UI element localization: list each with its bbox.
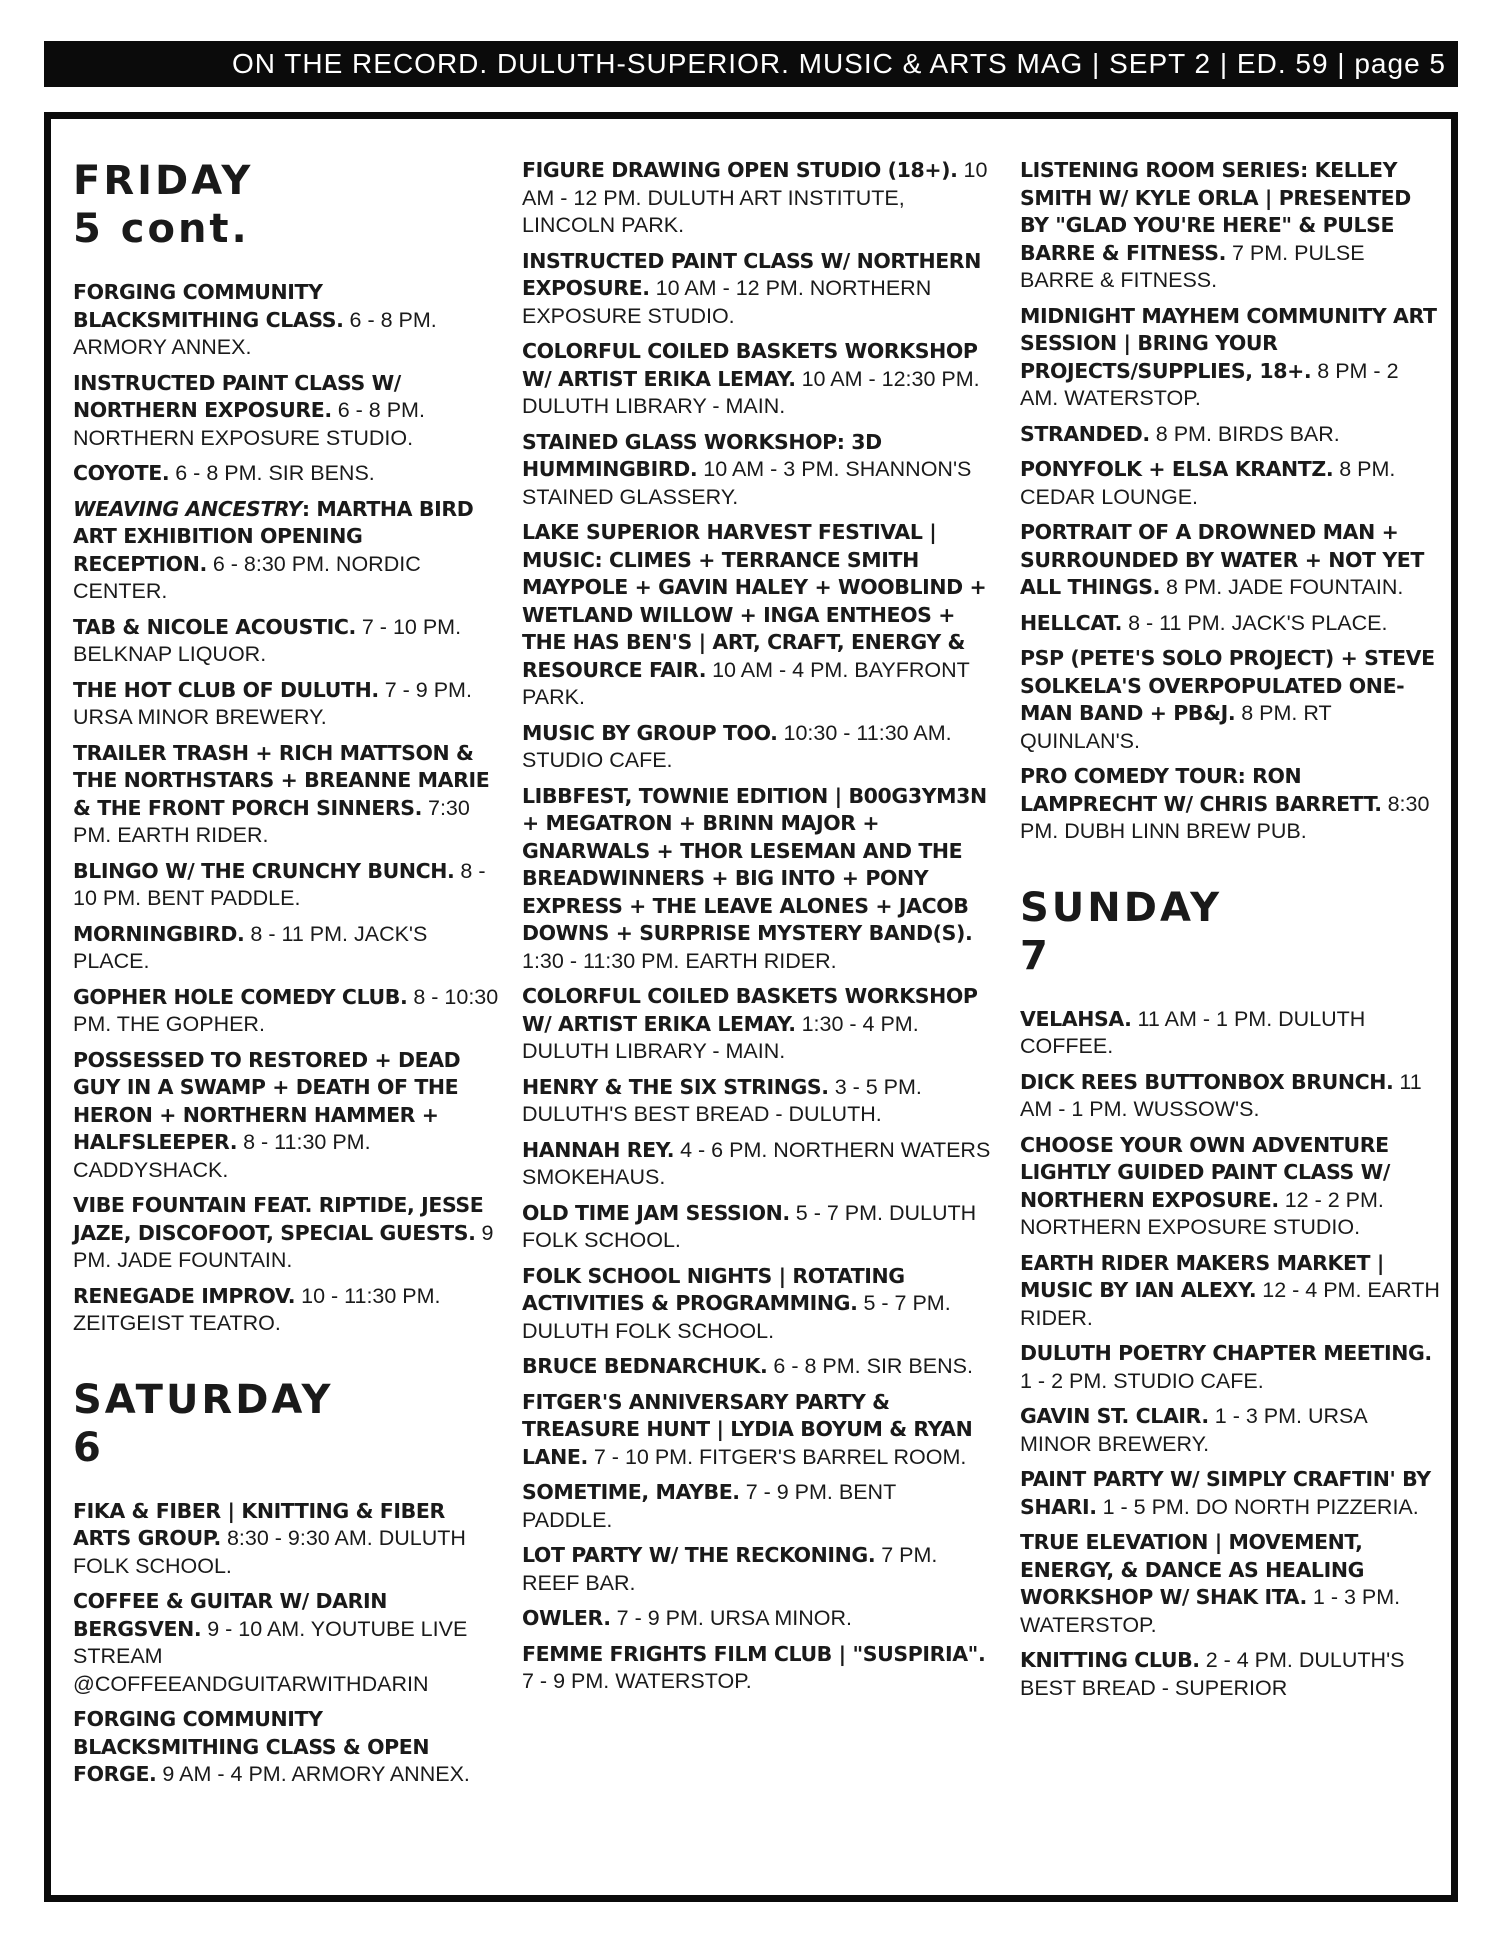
event: TAB & NICOLE ACOUSTIC. 7 - 10 PM. BELKNAP LIQUOR. bbox=[73, 614, 462, 666]
event: FORGING COMMUNITY BLACKSMITHING CLASS & OPEN FORGE. 9 AM - 4 PM. ARMORY ANNEX. bbox=[73, 1707, 470, 1786]
event: FIGURE DRAWING OPEN STUDIO (18+). 10 AM - 12 PM. DULUTH ART INSTITUTE, LINCOLN PARK. bbox=[522, 158, 988, 237]
event: MORNINGBIRD. 8 - 11 PM. JACK'S PLACE. bbox=[73, 921, 428, 973]
event: MIDNIGHT MAYHEM COMMUNITY ART SESSION | BRING YOUR PROJECTS/SUPPLIES, 18+. 8 PM - 2 AM. WATERSTOP. bbox=[1020, 303, 1437, 410]
event: STRANDED. 8 PM. BIRDS BAR. bbox=[1020, 421, 1340, 446]
event: EARTH RIDER MAKERS MARKET | MUSIC BY IAN ALEXY. 12 - 4 PM. EARTH RIDER. bbox=[1020, 1250, 1440, 1330]
column-2 bbox=[522, 157, 992, 1704]
event: COYOTE. 6 - 8 PM. SIR BENS. bbox=[73, 461, 375, 485]
day-number: 7 bbox=[1020, 932, 1051, 979]
event: GOPHER HOLE COMEDY CLUB. 8 - 10:30 PM. THE GOPHER. bbox=[73, 984, 499, 1036]
event: CHOOSE YOUR OWN ADVENTURE LIGHTLY GUIDED PAINT CLASS W/ NORTHERN EXPOSURE. 12 - 2 PM. NORTHERN EXPOSURE STUDIO. bbox=[1020, 1132, 1390, 1239]
day-name: SUNDAY bbox=[1020, 884, 1223, 931]
event: VIBE FOUNTAIN FEAT. RIPTIDE, JESSE JAZE, DISCOFOOT, SPECIAL GUESTS. 9 PM. JADE FOUNTAIN. bbox=[73, 1193, 494, 1272]
day-name: SATURDAY bbox=[73, 1376, 334, 1423]
event: FEMME FRIGHTS FILM CLUB | "SUSPIRIA". 7 - 9 PM. WATERSTOP. bbox=[522, 1641, 986, 1693]
column-3 bbox=[1020, 157, 1440, 1710]
day-number: 6 bbox=[73, 1424, 104, 1471]
event: COLORFUL COILED BASKETS WORKSHOP W/ ARTIST ERIKA LEMAY. 1:30 - 4 PM. DULUTH LIBRARY - MAIN. bbox=[522, 984, 978, 1063]
event: GAVIN ST. CLAIR. 1 - 3 PM. URSA MINOR BREWERY. bbox=[1020, 1404, 1367, 1456]
event: TRAILER TRASH + RICH MATTSON & THE NORTHSTARS + BREANNE MARIE & THE FRONT PORCH SINNERS. 7:30 PM. EARTH RIDER. bbox=[73, 740, 490, 847]
column-1 bbox=[73, 157, 503, 1797]
page-header: ON THE RECORD. DULUTH-SUPERIOR. MUSIC & ARTS MAG | SEPT 2 | ED. 59 | page 5 bbox=[44, 41, 1458, 87]
event: DULUTH POETRY CHAPTER MEETING. 1 - 2 PM. STUDIO CAFE. bbox=[1020, 1341, 1432, 1393]
event: PONYFOLK + ELSA KRANTZ. 8 PM. CEDAR LOUNGE. bbox=[1020, 457, 1396, 509]
event: PSP (PETE'S SOLO PROJECT) + STEVE SOLKELA'S OVERPOPULATED ONE-MAN BAND + PB&J. 8 PM. RT QUINLAN'S. bbox=[1020, 646, 1435, 753]
event: HENRY & THE SIX STRINGS. 3 - 5 PM. DULUTH'S BEST BREAD - DULUTH. bbox=[522, 1074, 922, 1126]
event: INSTRUCTED PAINT CLASS W/ NORTHERN EXPOSURE. 6 - 8 PM. NORTHERN EXPOSURE STUDIO. bbox=[73, 370, 425, 450]
event: INSTRUCTED PAINT CLASS W/ NORTHERN EXPOSURE. 10 AM - 12 PM. NORTHERN EXPOSURE STUDIO. bbox=[522, 248, 981, 328]
event: VELAHSA. 11 AM - 1 PM. DULUTH COFFEE. bbox=[1020, 1006, 1366, 1058]
event: BLINGO W/ THE CRUNCHY BUNCH. 8 - 10 PM. BENT PADDLE. bbox=[73, 858, 486, 910]
event: POSSESSED TO RESTORED + DEAD GUY IN A SWAMP + DEATH OF THE HERON + NORTHERN HAMMER + HALFSLEEPER. 8 - 11:30 PM. CADDYSHACK. bbox=[73, 1047, 461, 1182]
day-number: 5 cont. bbox=[73, 206, 250, 252]
event: KNITTING CLUB. 2 - 4 PM. DULUTH'S BEST BREAD - SUPERIOR bbox=[1020, 1648, 1405, 1700]
day-heading-sunday bbox=[1020, 884, 1440, 980]
event: FORGING COMMUNITY BLACKSMITHING CLASS. 6 - 8 PM. ARMORY ANNEX. bbox=[73, 280, 437, 359]
calendar-frame bbox=[44, 112, 1458, 1902]
event: OLD TIME JAM SESSION. 5 - 7 PM. DULUTH FOLK SCHOOL. bbox=[522, 1200, 977, 1252]
event: HANNAH REY. 4 - 6 PM. NORTHERN WATERS SMOKEHAUS. bbox=[522, 1137, 991, 1189]
event: LIBBFEST, TOWNIE EDITION | B00G3YM3N + MEGATRON + BRINN MAJOR + GNARWALS + THOR LESEMAN AND THE BREADWINNERS + BIG INTO + PONY EXPRESS + THE LEAVE ALONES + JACOB DOWNS + SURPRISE MYSTERY BAND(S). 1:30 - 11:30 PM. EARTH RIDER. bbox=[522, 783, 987, 973]
day-name: FRIDAY bbox=[73, 158, 254, 204]
event: FIKA & FIBER | KNITTING & FIBER ARTS GROUP. 8:30 - 9:30 AM. DULUTH FOLK SCHOOL. bbox=[73, 1498, 466, 1578]
event: FITGER'S ANNIVERSARY PARTY & TREASURE HUNT | LYDIA BOYUM & RYAN LANE. 7 - 10 PM. FITGER'S BARREL ROOM. bbox=[522, 1389, 973, 1469]
event: LISTENING ROOM SERIES: KELLEY SMITH W/ KYLE ORLA | PRESENTED BY "GLAD YOU'RE HERE" & PULSE BARRE & FITNESS. 7 PM. PULSE BARRE & FITNESS. bbox=[1020, 158, 1411, 292]
event: LAKE SUPERIOR HARVEST FESTIVAL | MUSIC: CLIMES + TERRANCE SMITH MAYPOLE + GAVIN HALEY + WOOBLIND + WETLAND WILLOW + INGA ENTHEOS + THE HAS BEN'S | ART, CRAFT, ENERGY & RESOURCE FAIR. 10 AM - 4 PM. BAYFRONT PARK. bbox=[522, 520, 987, 709]
event: WEAVING ANCESTRY: MARTHA BIRD ART EXHIBITION OPENING RECEPTION. 6 - 8:30 PM. NORDIC CENTER. bbox=[73, 496, 474, 603]
event: HELLCAT. 8 - 11 PM. JACK'S PLACE. bbox=[1020, 610, 1388, 635]
event: STAINED GLASS WORKSHOP: 3D HUMMINGBIRD. 10 AM - 3 PM. SHANNON'S STAINED GLASSERY. bbox=[522, 429, 972, 509]
event: COLORFUL COILED BASKETS WORKSHOP W/ ARTIST ERIKA LEMAY. 10 AM - 12:30 PM. DULUTH LIBRARY - MAIN. bbox=[522, 339, 980, 418]
event: PORTRAIT OF A DROWNED MAN + SURROUNDED BY WATER + NOT YET ALL THINGS. 8 PM. JADE FOUNTAIN. bbox=[1020, 520, 1424, 599]
event: PAINT PARTY W/ SIMPLY CRAFTIN' BY SHARI. 1 - 5 PM. DO NORTH PIZZERIA. bbox=[1020, 1467, 1431, 1519]
event: COFFEE & GUITAR W/ DARIN BERGSVEN. 9 - 10 AM. YOUTUBE LIVE STREAM @COFFEEANDGUITARWITHDARIN bbox=[73, 1589, 468, 1696]
event: BRUCE BEDNARCHUK. 6 - 8 PM. SIR BENS. bbox=[522, 1354, 973, 1378]
day-heading-saturday bbox=[73, 1376, 503, 1472]
event: RENEGADE IMPROV. 10 - 11:30 PM. ZEITGEIST TEATRO. bbox=[73, 1283, 441, 1335]
event: MUSIC BY GROUP TOO. 10:30 - 11:30 AM. STUDIO CAFE. bbox=[522, 720, 952, 772]
event: OWLER. 7 - 9 PM. URSA MINOR. bbox=[522, 1606, 853, 1630]
event: DICK REES BUTTONBOX BRUNCH. 11 AM - 1 PM. WUSSOW'S. bbox=[1020, 1069, 1422, 1121]
event: PRO COMEDY TOUR: RON LAMPRECHT W/ CHRIS BARRETT. 8:30 PM. DUBH LINN BREW PUB. bbox=[1020, 764, 1430, 843]
event: SOMETIME, MAYBE. 7 - 9 PM. BENT PADDLE. bbox=[522, 1480, 896, 1532]
event: THE HOT CLUB OF DULUTH. 7 - 9 PM. URSA MINOR BREWERY. bbox=[73, 677, 472, 729]
event: FOLK SCHOOL NIGHTS | ROTATING ACTIVITIES & PROGRAMMING. 5 - 7 PM. DULUTH FOLK SCHOOL. bbox=[522, 1263, 951, 1343]
event: LOT PARTY W/ THE RECKONING. 7 PM. REEF BAR. bbox=[522, 1543, 938, 1595]
day-heading-friday bbox=[73, 157, 503, 253]
event: TRUE ELEVATION | MOVEMENT, ENERGY, & DANCE AS HEALING WORKSHOP W/ SHAK ITA. 1 - 3 PM. WATERSTOP. bbox=[1020, 1530, 1401, 1637]
